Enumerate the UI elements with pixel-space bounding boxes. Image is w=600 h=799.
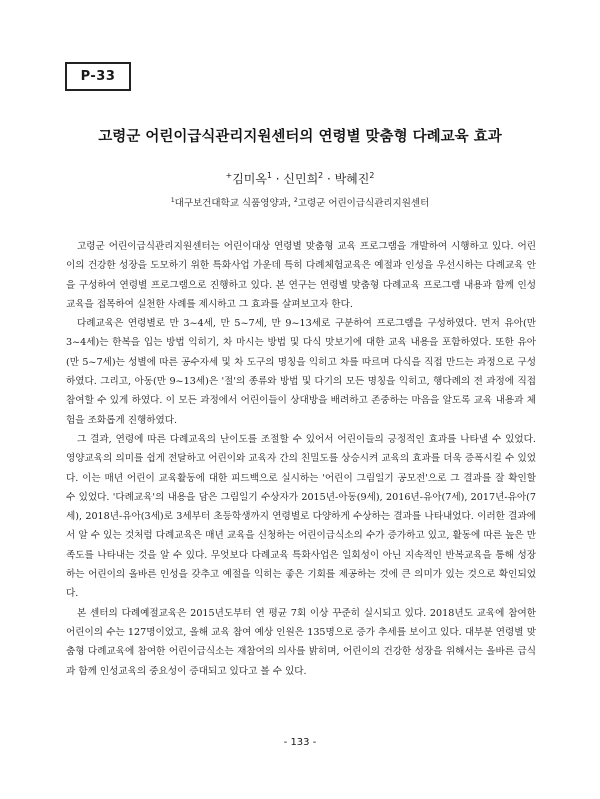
abstract-body <box>66 237 536 681</box>
author-3: 박혜진 <box>334 172 370 186</box>
poster-id-box <box>65 62 131 91</box>
paper-title: 고령군 어린이급식관리지원센터의 연령별 맞춤형 다례교육 효과 <box>98 129 502 145</box>
page-number: - 133 - <box>283 737 317 748</box>
author-separator: · <box>271 172 284 186</box>
affiliation-2: 고령군 어린이급식관리지원센터 <box>297 198 430 209</box>
author-line <box>0 170 600 187</box>
abstract-paragraph: 본 센터의 다례예절교육은 2015년도부터 연 평균 7회 이상 꾸준히 실시되고 있다. 2018년도 교육에 참여한 어린이의 수는 127명이었고, 올해 교육 참여 예상 인원은 135명으로 증가 추세를 보이고 있다. 대부분 연령별 맞춤형 다례교육에 참여한 어린이급식소는 재참여의 의사를 밝히며, 어린이의 건강한 성장을 위해서는 올바른 급식과 함께 인성교육의 중요성이 증대되고 있다고 볼 수 있다. <box>66 607 536 677</box>
poster-id: P-33 <box>80 69 116 84</box>
corresponding-marker: + <box>225 171 233 180</box>
affil-2-marker: 2 <box>293 196 298 204</box>
author-2: 신민희 <box>283 172 319 186</box>
affiliation-1: 대구보건대학교 식품영양과, <box>174 198 294 209</box>
author-1: 김미옥 <box>232 172 267 186</box>
abstract-paragraph: 다례교육은 연령별로 만 3~4세, 만 5~7세, 만 9~13세로 구분하여 프로그램을 구성하였다. 먼저 유아(만 3~4세)는 한복을 입는 방법 익히기, 차 마시는 방법 및 다식 맛보기에 대한 교육 내용을 포함하였다. 또한 유아(만 5~7세)는 성별에 따른 공수자세 및 차 도구의 명칭을 익히고 차를 따르며 다식을 직접 만드는 과정으로 구성하였다. 그리고, 아동(만 9~13세)은 '절'의 종류와 방법 및 다기의 모든 명칭을 익히고, 행다례의 전 과정에 직접 참여할 수 있게 하였다. 이 모든 과정에서 어린이들이 상대방을 배려하고 존중하는 마음을 알도록 교육 내용과 체험을 조화롭게 진행하였다. <box>66 318 536 426</box>
abstract-paragraph: 그 결과, 연령에 따른 다례교육의 난이도를 조절할 수 있어서 어린이들의 긍정적인 효과를 나타낼 수 있었다. 영양교육의 의미를 쉽게 전달하고 어린이와 교육자 간의 친밀도를 상승시켜 교육의 효과를 더욱 증폭시킬 수 있었다. 이는 매년 어린이 교육활동에 대한 피드백으로 실시하는 '어린이 그림일기 공모전'으로 그 결과를 잘 확인할 수 있었다. '다례교육'의 내용을 담은 그림일기 수상자가 2015년-아동(9세), 2016년-유아(7세), 2017년-유아(7세), 2018년-유아(3세)로 3세부터 초등학생까지 연령별로 다양하게 수상하는 결과를 나타내었다. 이러한 결과에서 알 수 있는 것처럼 다례교육은 매년 교육을 신청하는 어린이급식소의 수가 증가하고 있고, 활동에 따른 높은 만족도를 나타내는 것을 알 수 있다. 무엇보다 다례교육 특화사업은 일회성이 아닌 지속적인 반복교육을 통해 성장하는 어린이의 올바른 인성을 갖추고 예절을 익히는 좋은 기회를 제공하는 것에 큰 의미가 있는 것으로 확인되었다. <box>66 433 536 600</box>
affil-1-marker: 1 <box>170 196 175 204</box>
author-3-affil: 2 <box>369 171 375 180</box>
author-1-affil: 1 <box>266 171 272 180</box>
author-2-affil: 2 <box>318 171 324 180</box>
affiliation-line <box>0 195 600 209</box>
abstract-paragraph: 고령군 어린이급식관리지원센터는 어린이대상 연령별 맞춤형 교육 프로그램을 개발하여 시행하고 있다. 어린이의 건강한 성장을 도모하기 위한 특화사업 가운데 특히 다례체험교육은 예절과 인성을 우선시하는 다례교육 안을 구성하여 연령별 프로그램으로 진행하고 있다. 본 연구는 연령별 맞춤형 다례교육 프로그램 내용과 함께 인성 교육을 접목하여 실천한 사례를 제시하고 그 효과를 살펴보고자 한다. <box>66 241 536 310</box>
author-separator: · <box>323 172 335 186</box>
